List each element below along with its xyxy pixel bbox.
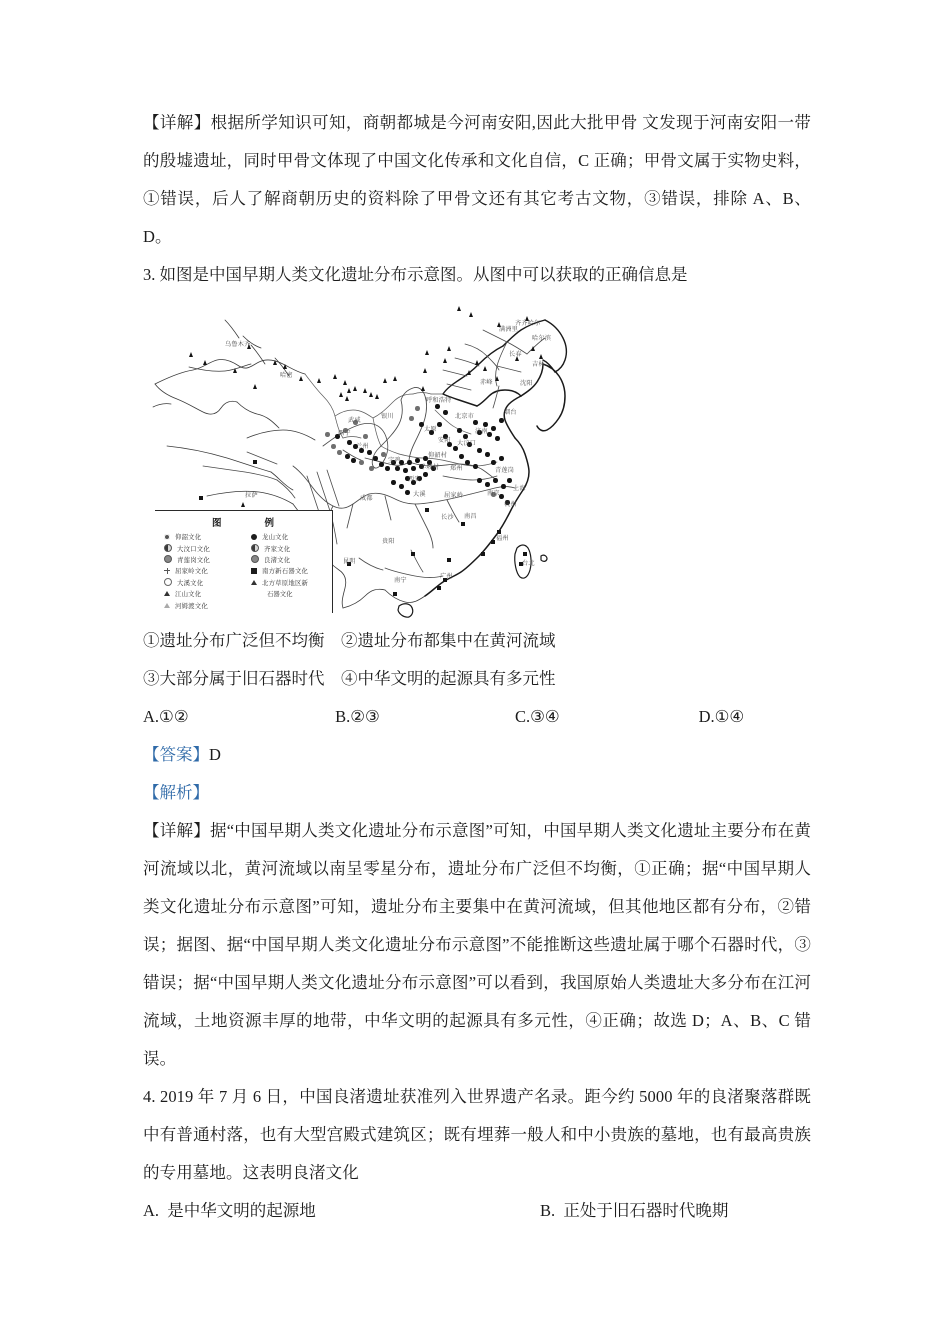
map-site-marker bbox=[461, 522, 465, 526]
map-city-label: 上海 bbox=[513, 485, 526, 492]
map-city-label: 太原 bbox=[424, 426, 437, 433]
legend-item bbox=[164, 542, 242, 553]
map-figure-early-human-cultural-sites bbox=[147, 300, 627, 618]
q2-detail-tag: 【详解】 bbox=[143, 113, 211, 132]
q3-option-d[interactable] bbox=[699, 698, 811, 736]
map-city-label: 银川 bbox=[381, 413, 394, 420]
q4-stem: 4. 2019 年 7 月 6 日，中国良渚遗址获准列入世界遗产名录。距今约 5000 年的良渚聚落群既中有普通村落，也有大型宫殿式建筑区；既有埋葬一般人和中小贵族的墓地，也有最高贵族的专用墓地。这表明良渚文化 bbox=[143, 1087, 811, 1182]
legend-item-label: 江山文化 bbox=[175, 590, 202, 599]
map-city-label: 宝鸡 bbox=[388, 457, 401, 464]
map-city-label: 大汶口 bbox=[457, 440, 477, 447]
map-city-label: 成都 bbox=[360, 495, 373, 502]
map-city-label: 青莲岗 bbox=[495, 467, 515, 474]
map-site-marker bbox=[317, 378, 321, 383]
map-site-marker bbox=[483, 366, 487, 371]
map-site-marker bbox=[507, 478, 512, 483]
map-site-marker bbox=[391, 480, 396, 485]
legend-item bbox=[164, 599, 242, 610]
map-site-marker bbox=[369, 392, 373, 397]
map-city-label: 济南 bbox=[475, 428, 488, 435]
legend-item-label-continued: 石器文化 bbox=[267, 590, 293, 599]
map-city-label: 兰州 bbox=[356, 443, 369, 450]
legend-item-label: 屈家岭文化 bbox=[175, 567, 208, 576]
longshan-symbol-icon bbox=[251, 534, 257, 540]
map-site-marker bbox=[403, 468, 408, 473]
map-site-marker bbox=[299, 376, 303, 381]
map-site-marker bbox=[253, 460, 257, 464]
q3-option-d-value: ①④ bbox=[714, 707, 745, 726]
map-city-label: 满洲里 bbox=[499, 326, 519, 333]
legend-column-left bbox=[164, 531, 242, 611]
legend-item bbox=[164, 588, 242, 599]
map-city-label: 郑州 bbox=[450, 465, 463, 472]
legend-item bbox=[251, 565, 329, 576]
map-city-label: 福州 bbox=[496, 535, 509, 542]
map-city-label: 拉萨 bbox=[245, 492, 258, 499]
map-site-marker bbox=[419, 422, 424, 427]
q3-statements-line-1: ①遗址分布广泛但不均衡 ②遗址分布都集中在黄河流域 bbox=[143, 631, 556, 650]
legend-item bbox=[251, 588, 329, 599]
jiangshan-symbol-icon bbox=[164, 591, 170, 596]
legend-item-label: 青莲岗文化 bbox=[177, 555, 210, 564]
map-site-marker bbox=[493, 478, 498, 483]
map-site-marker bbox=[383, 378, 387, 383]
map-site-marker bbox=[443, 410, 448, 415]
legend-item-label: 大溪文化 bbox=[177, 578, 204, 587]
map-site-marker bbox=[325, 432, 330, 437]
map-site-marker bbox=[409, 416, 414, 421]
map-site-marker bbox=[283, 364, 287, 369]
q3-option-c[interactable] bbox=[515, 698, 699, 736]
map-site-marker bbox=[411, 552, 415, 556]
map-site-marker bbox=[381, 452, 386, 457]
map-city-label: 长春 bbox=[509, 351, 522, 358]
map-site-marker bbox=[423, 368, 427, 373]
map-site-marker bbox=[437, 586, 441, 590]
map-site-marker bbox=[351, 458, 356, 463]
map-site-marker bbox=[233, 368, 237, 373]
map-site-marker bbox=[395, 466, 400, 471]
q4-option-a-label: A. bbox=[143, 1201, 160, 1220]
legend-title-right: 例 bbox=[264, 518, 276, 529]
map-site-marker bbox=[415, 458, 420, 463]
map-site-marker bbox=[407, 460, 412, 465]
map-site-marker bbox=[199, 496, 203, 500]
map-city-label: 屈家岭 bbox=[444, 492, 464, 499]
map-site-marker bbox=[495, 436, 500, 441]
map-site-marker bbox=[457, 306, 461, 311]
map-site-marker bbox=[333, 374, 337, 379]
map-site-marker bbox=[459, 454, 464, 459]
map-site-marker bbox=[443, 358, 447, 363]
map-city-label: 吉林 bbox=[532, 361, 545, 368]
map-city-label: 哈密 bbox=[280, 372, 293, 379]
daxi-symbol-icon bbox=[164, 578, 172, 586]
southern-neolithic-symbol-icon bbox=[251, 568, 257, 574]
map-site-marker bbox=[447, 558, 451, 562]
map-site-marker bbox=[241, 502, 245, 507]
map-site-marker bbox=[337, 450, 342, 455]
map-city-label: 齐齐哈尔 bbox=[515, 320, 541, 327]
map-city-label: 南昌 bbox=[464, 513, 477, 520]
map-city-label: 杭州 bbox=[504, 501, 517, 508]
map-site-marker bbox=[411, 466, 416, 471]
q3-analysis-line bbox=[143, 774, 811, 812]
map-site-marker bbox=[393, 592, 397, 596]
q2-detail-text: 根据所学知识可知，商朝都城是今河南安阳,因此大批甲骨 文发现于河南安阳一带的殷墟遗址，同时甲骨文体现了中国文化传承和文化自信，C 正确；甲骨文属于实物史料，①错误，后人了解商朝历史的资料除了甲骨文还有其它考古文物，③错误，排除 A、B、D。 bbox=[143, 113, 812, 246]
map-site-marker bbox=[373, 456, 378, 461]
qingliangang-symbol-icon bbox=[164, 555, 172, 563]
q2-explanation-paragraph bbox=[143, 104, 811, 256]
q4-option-b-label: B. bbox=[540, 1201, 556, 1220]
map-site-marker bbox=[347, 440, 352, 445]
yangshao-symbol-icon bbox=[164, 534, 170, 540]
legend-item bbox=[251, 554, 329, 565]
map-site-marker bbox=[499, 418, 504, 423]
map-site-marker bbox=[501, 484, 506, 489]
map-site-marker bbox=[485, 482, 490, 487]
q3-option-a-value: ①② bbox=[159, 707, 189, 726]
map-site-marker bbox=[467, 370, 471, 375]
map-city-label: 呼和浩特 bbox=[426, 397, 452, 404]
q4-options-row bbox=[143, 1192, 811, 1230]
q3-option-c-value: ③④ bbox=[530, 707, 560, 726]
map-site-marker bbox=[491, 426, 496, 431]
map-site-marker bbox=[473, 464, 478, 469]
hemudu-symbol-icon bbox=[164, 603, 170, 608]
map-site-marker bbox=[475, 360, 479, 365]
legend-item-label: 大汶口文化 bbox=[177, 544, 210, 553]
map-site-marker bbox=[469, 312, 473, 317]
map-city-label: 半坡村 bbox=[420, 464, 440, 471]
legend-item-label: 北方草原地区新 bbox=[262, 578, 309, 587]
map-site-marker bbox=[425, 508, 429, 512]
map-site-marker bbox=[359, 460, 364, 465]
q3-option-a[interactable] bbox=[143, 698, 335, 736]
q4-option-b-value: 正处于旧石器时代晚期 bbox=[563, 1201, 729, 1220]
map-city-label: 西安 bbox=[408, 476, 421, 483]
map-city-label: 台北 bbox=[522, 560, 535, 567]
qujialing-symbol-icon bbox=[164, 568, 170, 574]
legend-column-right bbox=[251, 531, 329, 611]
map-site-marker bbox=[379, 462, 384, 467]
map-city-label: 烟台 bbox=[504, 409, 517, 416]
legend-item bbox=[164, 531, 242, 542]
map-site-marker bbox=[253, 384, 257, 389]
map-site-marker bbox=[273, 360, 277, 365]
legend-item bbox=[164, 565, 242, 576]
q3-answer-line bbox=[143, 736, 811, 774]
map-site-marker bbox=[363, 388, 367, 393]
map-city-label: 哈尔滨 bbox=[532, 335, 552, 342]
map-city-label: 昆明 bbox=[343, 558, 356, 565]
map-city-label: 广州 bbox=[440, 573, 453, 580]
map-site-marker bbox=[435, 404, 440, 409]
legend-item-label: 南方新石器文化 bbox=[262, 567, 309, 576]
legend-item-label: 良渚文化 bbox=[264, 555, 291, 564]
map-site-marker bbox=[399, 484, 404, 489]
map-site-marker bbox=[353, 386, 357, 391]
qijia-symbol-icon bbox=[251, 544, 259, 552]
q3-option-c-label: C. bbox=[514, 707, 531, 726]
legend-item-label: 仰韶文化 bbox=[175, 533, 202, 542]
legend-item bbox=[251, 531, 329, 542]
map-city-label: 北京市 bbox=[455, 413, 475, 420]
legend-item-label: 河姆渡文化 bbox=[175, 601, 208, 610]
q3-analysis-tag: 【解析】 bbox=[143, 783, 209, 802]
q3-option-b-label: B. bbox=[335, 707, 351, 726]
q4-option-a-value: 是中华文明的起源地 bbox=[167, 1201, 316, 1220]
map-site-marker bbox=[421, 386, 425, 391]
map-site-marker bbox=[331, 444, 336, 449]
map-site-marker bbox=[485, 452, 490, 457]
map-city-label: 安阳 bbox=[438, 437, 451, 444]
q3-detail-tag: 【详解】 bbox=[143, 821, 210, 840]
map-site-marker bbox=[405, 490, 410, 495]
map-site-marker bbox=[189, 352, 193, 357]
q3-stem: 3. 如图是中国早期人类文化遗址分布示意图。从图中可以获取的正确信息是 bbox=[143, 265, 688, 284]
map-city-label: 武威 bbox=[348, 417, 361, 424]
northern-steppe-neolithic-symbol-icon bbox=[251, 580, 257, 585]
map-site-marker bbox=[375, 394, 379, 399]
map-site-marker bbox=[345, 454, 350, 459]
map-site-marker bbox=[465, 460, 470, 465]
q3-option-b-value: ②③ bbox=[350, 707, 380, 726]
legend-item-label: 龙山文化 bbox=[262, 533, 289, 542]
legend-item-label: 齐家文化 bbox=[264, 544, 291, 553]
map-city-label: 贵阳 bbox=[382, 538, 395, 545]
map-city-label: 乌鲁木齐 bbox=[225, 341, 251, 348]
legend-item bbox=[164, 554, 242, 565]
map-city-label: 大溪 bbox=[413, 491, 426, 498]
q3-option-d-label: D. bbox=[698, 707, 715, 726]
map-site-marker bbox=[495, 376, 499, 381]
map-site-marker bbox=[367, 450, 372, 455]
q3-statements-line-2: ③大部分属于旧石器时代 ④中华文明的起源具有多元性 bbox=[143, 669, 556, 688]
map-site-marker bbox=[481, 552, 485, 556]
map-city-label: 南京 bbox=[487, 490, 500, 497]
map-site-marker bbox=[345, 396, 349, 401]
map-site-marker bbox=[523, 552, 527, 556]
map-site-marker bbox=[499, 456, 504, 461]
map-city-label: 仰韶村 bbox=[428, 452, 448, 459]
map-site-marker bbox=[425, 350, 429, 355]
map-site-marker bbox=[457, 428, 462, 433]
map-site-marker bbox=[437, 422, 442, 427]
legend-columns bbox=[155, 531, 332, 611]
legend-item bbox=[251, 542, 329, 553]
document-content bbox=[143, 104, 811, 1230]
map-city-label: 赤峰 bbox=[480, 379, 493, 386]
map-site-marker bbox=[423, 472, 428, 477]
map-site-marker bbox=[415, 406, 420, 411]
map-site-marker bbox=[531, 346, 535, 351]
map-site-marker bbox=[491, 460, 496, 465]
map-site-marker bbox=[363, 434, 368, 439]
q3-option-b[interactable] bbox=[335, 698, 515, 736]
map-site-marker bbox=[369, 466, 374, 471]
q3-answer-tag: 【答案】 bbox=[143, 745, 209, 764]
map-site-marker bbox=[477, 448, 482, 453]
map-city-label: 南宁 bbox=[394, 577, 407, 584]
legend-title-left: 图 bbox=[211, 518, 223, 529]
q3-detail-text: 据“中国早期人类文化遗址分布示意图”可知，中国早期人类文化遗址主要分布在黄河流域以北，黄河流域以南呈零星分布，遗址分布广泛但不均衡，①正确；据“中国早期人类文化遗址分布示意图”可知，遗址分布主要集中在黄河流域，但其他地区都有分布，②错误；据图、据“中国早期人类文化遗址分布示意图”不能推断这些遗址属于哪个石器时代，③错误；据“中国早期人类文化遗址分布示意图”可以看到，我国原始人类遗址大多分布在江河流域，土地资源丰厚的地带，中华文明的起源具有多元性，④正确；故选 D；A、B、C 错误。 bbox=[143, 821, 811, 1068]
liangzhu-symbol-icon bbox=[251, 555, 259, 563]
legend-item bbox=[251, 577, 329, 588]
q4-option-b[interactable] bbox=[540, 1192, 728, 1230]
map-site-marker bbox=[477, 478, 482, 483]
map-city-label: 西宁 bbox=[338, 430, 351, 437]
map-legend bbox=[155, 510, 333, 613]
map-city-label: 沈阳 bbox=[520, 380, 533, 387]
legend-item bbox=[164, 577, 242, 588]
map-site-marker bbox=[473, 420, 478, 425]
q3-option-a-label: A. bbox=[143, 707, 160, 726]
map-site-marker bbox=[347, 388, 351, 393]
map-site-marker bbox=[385, 466, 390, 471]
dawenkou-symbol-icon bbox=[164, 544, 172, 552]
q3-answer-value: D bbox=[209, 745, 221, 764]
map-site-marker bbox=[491, 540, 495, 544]
q3-options-row bbox=[143, 698, 811, 736]
map-city-label: 长沙 bbox=[441, 514, 454, 521]
map-site-marker bbox=[343, 380, 347, 385]
map-site-marker bbox=[447, 346, 451, 351]
map-site-marker bbox=[339, 392, 343, 397]
legend-title bbox=[155, 515, 332, 529]
map-site-marker bbox=[393, 376, 397, 381]
q3-detail-paragraph bbox=[143, 812, 811, 1078]
map-site-marker bbox=[203, 360, 207, 365]
q4-option-a[interactable] bbox=[143, 1192, 540, 1230]
